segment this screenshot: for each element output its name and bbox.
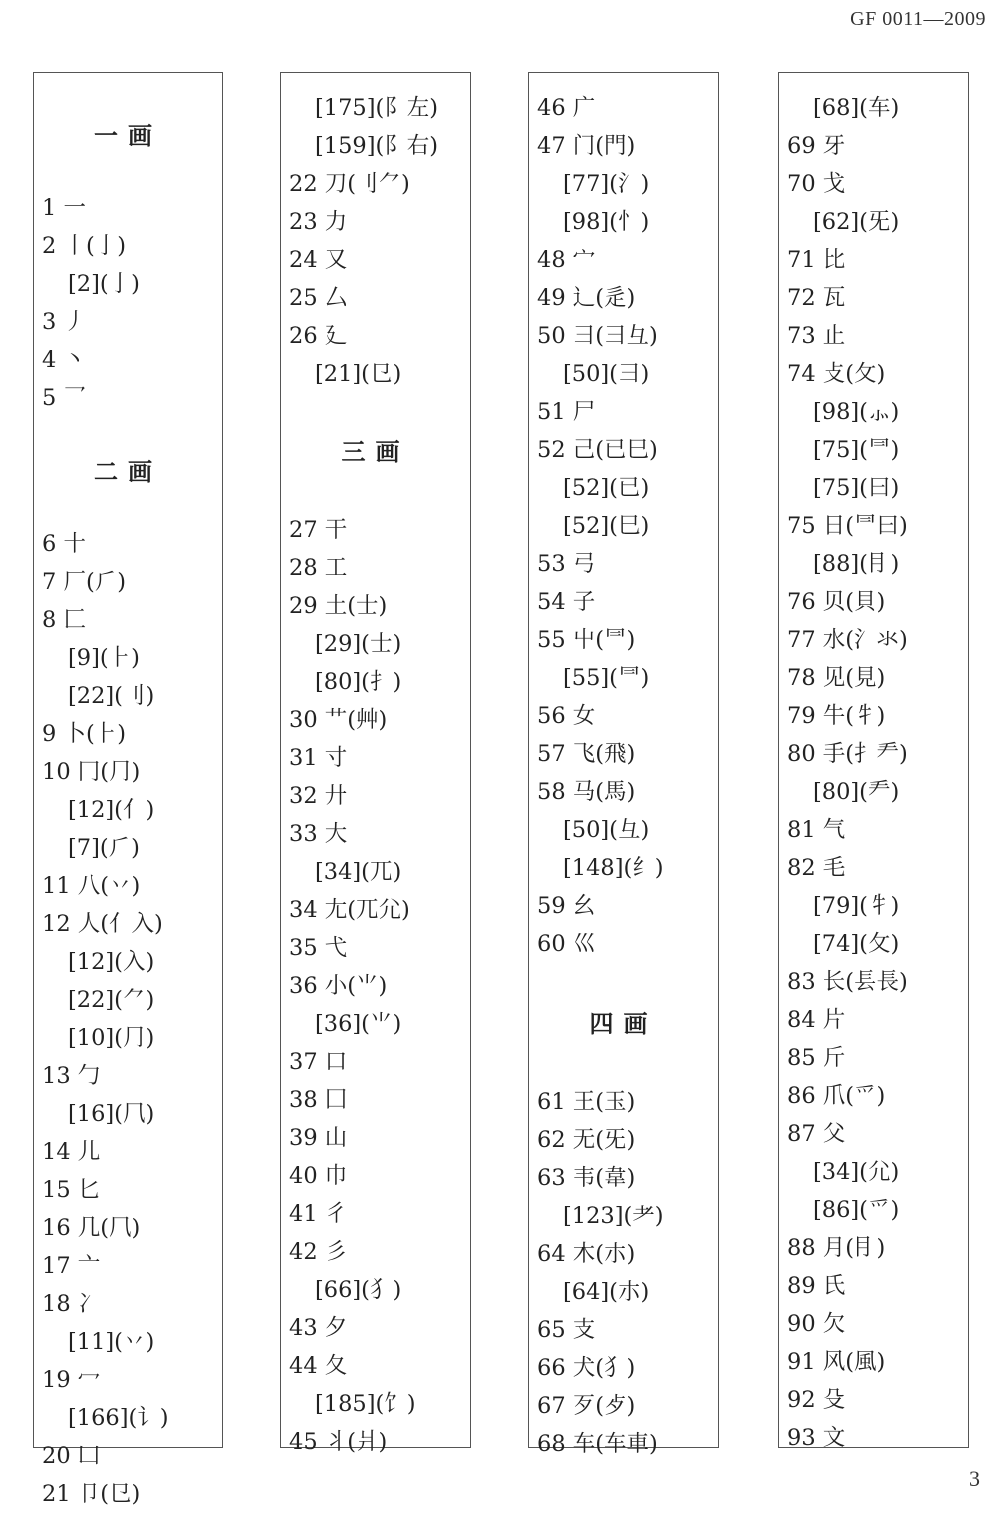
- radical-variant-reference: [22](刂): [68, 683, 155, 709]
- radical-variant-reference: [68](车): [813, 95, 900, 121]
- page-number: 3: [969, 1466, 980, 1491]
- radical-index-column-3: [528, 72, 719, 1457]
- radical-entry: 82 毛: [787, 855, 846, 881]
- radical-entry: 60 巛: [537, 931, 596, 957]
- radical-variant-reference: [55](⺜): [563, 665, 650, 691]
- stroke-count-heading: 四画: [589, 1009, 658, 1038]
- radical-entry: 35 弋: [289, 935, 348, 961]
- radical-entry: 7 厂(⺁): [42, 569, 127, 595]
- radical-entry: 15 匕: [42, 1177, 101, 1203]
- radical-entry: 48 宀: [537, 247, 596, 273]
- radical-entry: 31 寸: [289, 745, 348, 771]
- radical-entry: 92 殳: [787, 1387, 846, 1413]
- radical-entry: 6 十: [42, 531, 86, 557]
- radical-entry: 80 手(扌龵): [787, 741, 908, 767]
- radical-variant-reference: [22](⺈): [68, 987, 155, 1013]
- radical-entry: 18 冫: [42, 1291, 101, 1317]
- radical-entry: 50 彐(⺕彑): [537, 323, 658, 349]
- radical-entry: 56 女: [537, 703, 596, 729]
- radical-entry: 55 屮(⺜): [537, 627, 636, 653]
- radical-entry: 36 小(⺌): [289, 973, 388, 999]
- radical-entry: 53 弓: [537, 551, 596, 577]
- radical-entry: 75 日(⺜曰): [787, 513, 908, 539]
- radical-entry: 54 子: [537, 589, 596, 615]
- radical-entry: 2 丨(亅): [42, 233, 127, 259]
- radical-variant-reference: [50](⺕): [563, 361, 650, 387]
- radical-entry: 39 山: [289, 1125, 348, 1151]
- radical-entry: 49 辶(辵): [537, 285, 636, 311]
- radical-entry: 20 凵: [42, 1443, 101, 1469]
- radical-entry: 70 戈: [787, 171, 846, 197]
- radical-entry: 76 贝(貝): [787, 589, 886, 615]
- radical-entry: 9 卜(⺊): [42, 721, 127, 747]
- radical-entry: 59 幺: [537, 893, 596, 919]
- radical-variant-reference: [75](曰): [813, 475, 900, 501]
- radical-entry: 24 又: [289, 247, 348, 273]
- radical-entry: 13 勹: [42, 1063, 101, 1089]
- radical-index-column-1: [33, 72, 223, 1507]
- radical-entry: 51 尸: [537, 399, 596, 425]
- radical-variant-reference: [50](彑): [563, 817, 650, 843]
- radical-entry: 8 匚: [42, 607, 86, 633]
- radical-entry: 66 犬(犭): [537, 1355, 636, 1381]
- radical-variant-reference: [80](扌): [315, 669, 402, 695]
- radical-variant-reference: [185](饣): [315, 1391, 416, 1417]
- radical-variant-reference: [79](牜): [813, 893, 900, 919]
- radical-entry: 43 夕: [289, 1315, 348, 1341]
- radical-variant-reference: [80](龵): [813, 779, 900, 805]
- radical-entry: 33 大: [289, 821, 348, 847]
- radical-entry: 62 无(旡): [537, 1127, 636, 1153]
- radical-entry: 73 止: [787, 323, 846, 349]
- radical-entry: 71 比: [787, 247, 846, 273]
- radical-variant-reference: [52](巳): [563, 513, 650, 539]
- radical-entry: 65 支: [537, 1317, 596, 1343]
- radical-entry: 85 斤: [787, 1045, 846, 1071]
- radical-entry: 25 厶: [289, 285, 348, 311]
- standard-code-header: GF 0011—2009: [850, 8, 986, 30]
- radical-variant-reference: [75](⺜): [813, 437, 900, 463]
- radical-entry: 46 广: [537, 95, 596, 121]
- radical-entry: 19 冖: [42, 1367, 101, 1393]
- radical-entry: 88 月(⺝): [787, 1235, 886, 1261]
- radical-entry: 74 攴(攵): [787, 361, 886, 387]
- radical-entry: 61 王(玉): [537, 1089, 636, 1115]
- radical-variant-reference: [159](阝右): [315, 133, 439, 159]
- radical-variant-reference: [77](氵): [563, 171, 650, 197]
- radical-entry: 58 马(馬): [537, 779, 636, 805]
- radical-entry: 26 廴: [289, 323, 348, 349]
- radical-entry: 42 彡: [289, 1239, 348, 1265]
- radical-entry: 45 丬(爿): [289, 1429, 388, 1455]
- radical-entry: 17 亠: [42, 1253, 101, 1279]
- radical-entry: 29 土(士): [289, 593, 388, 619]
- radical-entry: 3 丿: [42, 309, 86, 335]
- radical-index-column-4: [778, 72, 969, 1451]
- radical-entry: 22 刀(刂⺈): [289, 171, 410, 197]
- radical-entry: 12 人(亻入): [42, 911, 163, 937]
- radical-variant-reference: [10](⺆): [68, 1025, 155, 1051]
- radical-variant-reference: [175](阝左): [315, 95, 439, 121]
- radical-entry: 52 己(已巳): [537, 437, 658, 463]
- radical-variant-reference: [9](⺊): [68, 645, 140, 671]
- radical-entry: 87 父: [787, 1121, 846, 1147]
- radical-entry: 32 廾: [289, 783, 348, 809]
- radical-variant-reference: [62](旡): [813, 209, 900, 235]
- radical-entry: 34 尢(兀尣): [289, 897, 410, 923]
- radical-entry: 41 彳: [289, 1201, 348, 1227]
- radical-entry: 21 卩(㔾): [42, 1481, 141, 1507]
- radical-variant-reference: [88](⺝): [813, 551, 900, 577]
- radical-variant-reference: [166](讠): [68, 1405, 169, 1431]
- radical-entry: 57 飞(飛): [537, 741, 636, 767]
- radical-entry: 37 口: [289, 1049, 348, 1075]
- radical-variant-reference: [12](入): [68, 949, 155, 975]
- radical-entry: 89 氏: [787, 1273, 846, 1299]
- radical-entry: 28 工: [289, 555, 348, 581]
- stroke-count-heading: 一画: [94, 121, 162, 150]
- radical-entry: 79 牛(牜): [787, 703, 886, 729]
- radical-entry: 63 韦(韋): [537, 1165, 636, 1191]
- radical-variant-reference: [86](爫): [813, 1197, 900, 1223]
- radical-entry: 64 木(朩): [537, 1241, 636, 1267]
- radical-entry: 86 爪(爫): [787, 1083, 886, 1109]
- stroke-count-heading: 三画: [341, 437, 410, 466]
- radical-variant-reference: [16](⺇): [68, 1101, 155, 1127]
- radical-variant-reference: [11](丷): [68, 1329, 155, 1355]
- radical-entry: 30 艹(艸): [289, 707, 388, 733]
- radical-entry: 44 夂: [289, 1353, 348, 1379]
- radical-index-column-2: [280, 72, 471, 1455]
- radical-variant-reference: [34](兀): [315, 859, 402, 885]
- radical-variant-reference: [66](犭): [315, 1277, 402, 1303]
- radical-entry: 14 儿: [42, 1139, 101, 1165]
- radical-entry: 47 门(門): [537, 133, 636, 159]
- radical-variant-reference: [148](纟): [563, 855, 664, 881]
- radical-variant-reference: [21](㔾): [315, 361, 402, 387]
- radical-entry: 38 囗: [289, 1087, 348, 1113]
- radical-entry: 10 冂(⺆): [42, 759, 141, 785]
- radical-entry: 1 一: [42, 195, 86, 221]
- radical-entry: 67 歹(歺): [537, 1393, 636, 1419]
- radical-variant-reference: [2](亅): [68, 271, 140, 297]
- radical-entry: 91 风(風): [787, 1349, 886, 1375]
- radical-variant-reference: [36](⺌): [315, 1011, 402, 1037]
- radical-entry: 16 几(⺇): [42, 1215, 141, 1241]
- radical-variant-reference: [29](士): [315, 631, 402, 657]
- radical-entry: 4 丶: [42, 347, 86, 373]
- radical-entry: 23 力: [289, 209, 348, 235]
- radical-entry: 72 瓦: [787, 285, 846, 311]
- radical-entry: 78 见(見): [787, 665, 886, 691]
- stroke-count-heading: 二画: [94, 457, 162, 486]
- radical-entry: 40 巾: [289, 1163, 348, 1189]
- radical-entry: 11 八(丷): [42, 873, 141, 899]
- radical-entry: 93 文: [787, 1425, 846, 1451]
- radical-entry: 84 片: [787, 1007, 846, 1033]
- radical-entry: 90 欠: [787, 1311, 846, 1337]
- radical-variant-reference: [64](朩): [563, 1279, 650, 1305]
- radical-variant-reference: [98](⺗): [813, 399, 900, 425]
- radical-entry: 5 乛: [42, 385, 86, 411]
- radical-entry: 83 长(镸長): [787, 969, 908, 995]
- radical-variant-reference: [123](⺹): [563, 1203, 664, 1229]
- radical-variant-reference: [52](已): [563, 475, 650, 501]
- radical-variant-reference: [74](攵): [813, 931, 900, 957]
- radical-entry: 68 车(车車): [537, 1431, 658, 1457]
- radical-variant-reference: [7](⺁): [68, 835, 140, 861]
- radical-entry: 81 气: [787, 817, 846, 843]
- radical-entry: 77 水(氵氺): [787, 627, 908, 653]
- radical-variant-reference: [34](尣): [813, 1159, 900, 1185]
- radical-entry: 27 干: [289, 517, 348, 543]
- radical-variant-reference: [12](亻): [68, 797, 155, 823]
- radical-variant-reference: [98](忄): [563, 209, 650, 235]
- radical-entry: 69 牙: [787, 133, 846, 159]
